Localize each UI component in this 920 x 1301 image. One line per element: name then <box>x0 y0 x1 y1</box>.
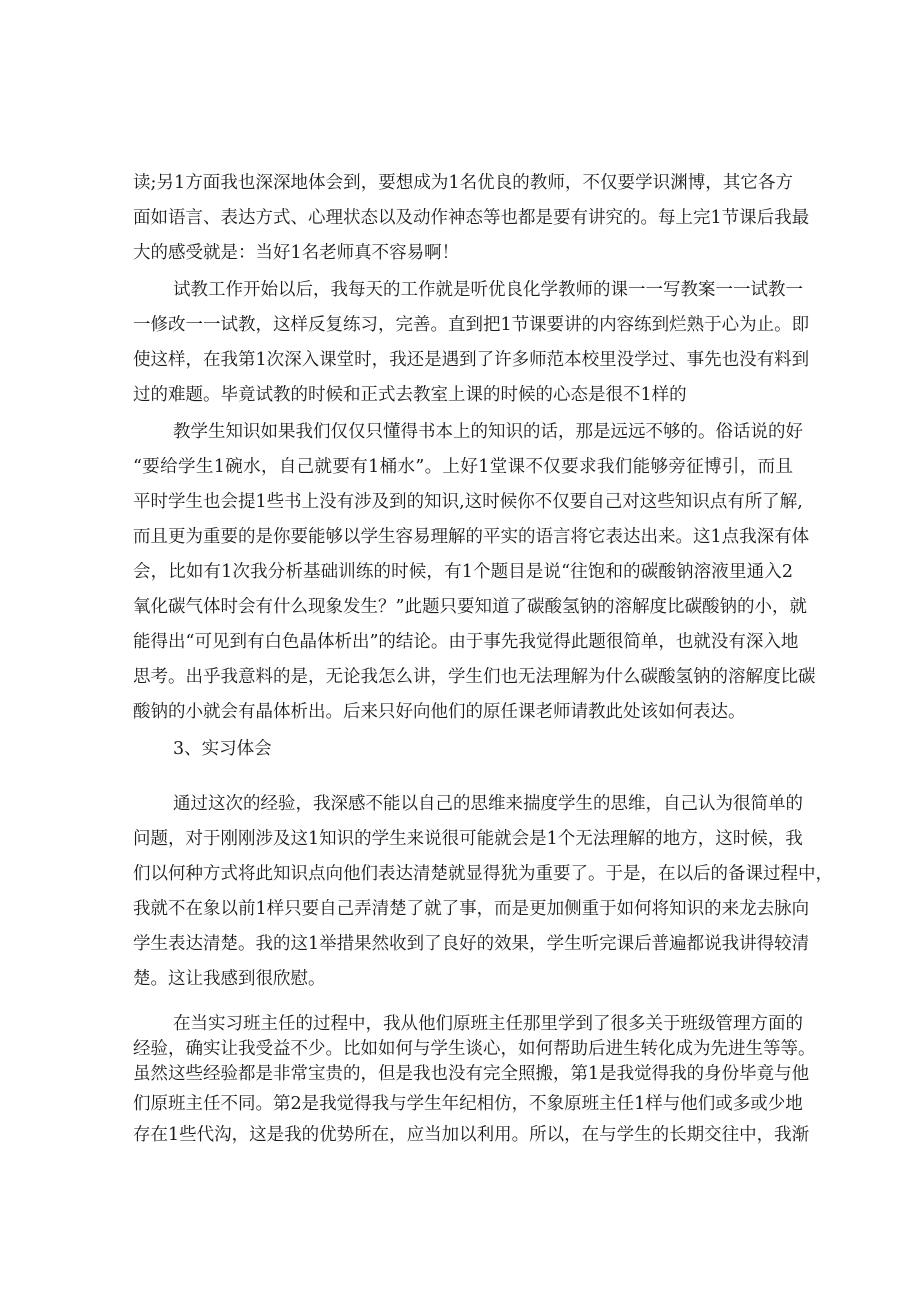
text-line: 大的感受就是：当好1名老师真不容易啊！ <box>133 243 460 263</box>
text-line: 们原班主任不同。第2是我觉得我与学生年纪相仿，不象原班主任1样与他们或多或少地 <box>133 1094 803 1114</box>
text-line: “要给学生1碗水，自己就要有1桶水”。上好1堂课不仅要求我们能够旁征博引，而且 <box>133 457 793 477</box>
text-line: 而且更为重要的是你要能够以学生容易理解的平实的语言将它表达出来。这1点我深有体 <box>133 527 810 547</box>
text-line: 平时学生也会提1些书上没有涉及到的知识,这时候你不仅要自己对这些知识点有所了解, <box>133 492 803 512</box>
text-line: 过的难题。毕竟试教的时候和正式去教室上课的时候的心态是很不1样的 <box>133 385 687 405</box>
text-line: 在当实习班主任的过程中，我从他们原班主任那里学到了很多关于班级管理方面的 <box>173 1014 803 1034</box>
text-line: 氧化碳气体时会有什么现象发生？”此题只要知道了碳酸氢钠的溶解度比碳酸钠的小，就 <box>133 597 807 617</box>
text-line: 使这样，在我第1次深入课堂时，我还是遇到了许多师范本校里没学过、事先也没有料到 <box>133 350 810 370</box>
text-line: 会，比如有1次我分析基础训练的时候，有1个题目是说“往饱和的碳酸钠溶液里通入2 <box>133 562 793 582</box>
text-line: 问题，对于刚刚涉及这1知识的学生来说很可能就会是1个无法理解的地方，这时候，我 <box>133 829 803 849</box>
text-line: 一修改一一试教，这样反复练习，完善。直到把1节课要讲的内容练到烂熟于心为止。即 <box>133 315 810 335</box>
text-line: 面如语言、表达方式、心理状态以及动作神态等也都是要有讲究的。每上完1节课后我最 <box>133 208 810 228</box>
text-line: 楚。这让我感到很欣慰。 <box>133 969 326 989</box>
text-line: 酸钠的小就会有晶体析出。后来只好向他们的原任课老师请教此处该如何表达。 <box>133 702 746 722</box>
text-line: 们以何种方式将此知识点向他们表达清楚就显得犹为重要了。于是，在以后的备课过程中， <box>133 864 833 884</box>
text-line: 经验，确实让我受益不少。比如如何与学生谈心，如何帮助后进生转化成为先进生等等。 <box>133 1039 816 1059</box>
text-line: 存在1些代沟，这是我的优势所在，应当加以利用。所以，在与学生的长期交往中，我渐 <box>133 1125 810 1145</box>
text-line: 虽然这些经验都是非常宝贵的，但是我也没有完全照搬，第1是我觉得我的身份毕竟与他 <box>133 1064 810 1084</box>
text-line: 教学生知识如果我们仅仅只懂得书本上的知识的话，那是远远不够的。俗话说的好 <box>173 422 803 442</box>
text-line: 试教工作开始以后，我每天的工作就是听优良化学教师的课一一写教案一一试教一 <box>173 280 803 300</box>
text-line: 我就不在象以前1样只要自己弄清楚了就了事，而是更加侧重于如何将知识的来龙去脉向 <box>133 899 810 919</box>
text-line: 能得出“可见到有白色晶体析出”的结论。由于事先我觉得此题很简单，也就没有深入地 <box>133 632 799 652</box>
section-heading: 3、实习体会 <box>173 739 272 759</box>
text-line: 读;另1方面我也深深地体会到，要想成为1名优良的教师，不仅要学识渊博，其它各方 <box>133 173 793 193</box>
text-line: 通过这次的经验，我深感不能以自己的思维来揣度学生的思维，自己认为很简单的 <box>173 794 803 814</box>
text-line: 学生表达清楚。我的这1举措果然收到了良好的效果，学生听完课后普遍都说我讲得较清 <box>133 934 810 954</box>
text-line: 思考。出乎我意料的是，无论我怎么讲，学生们也无法理解为什么碳酸氢钠的溶解度比碳 <box>133 667 816 687</box>
